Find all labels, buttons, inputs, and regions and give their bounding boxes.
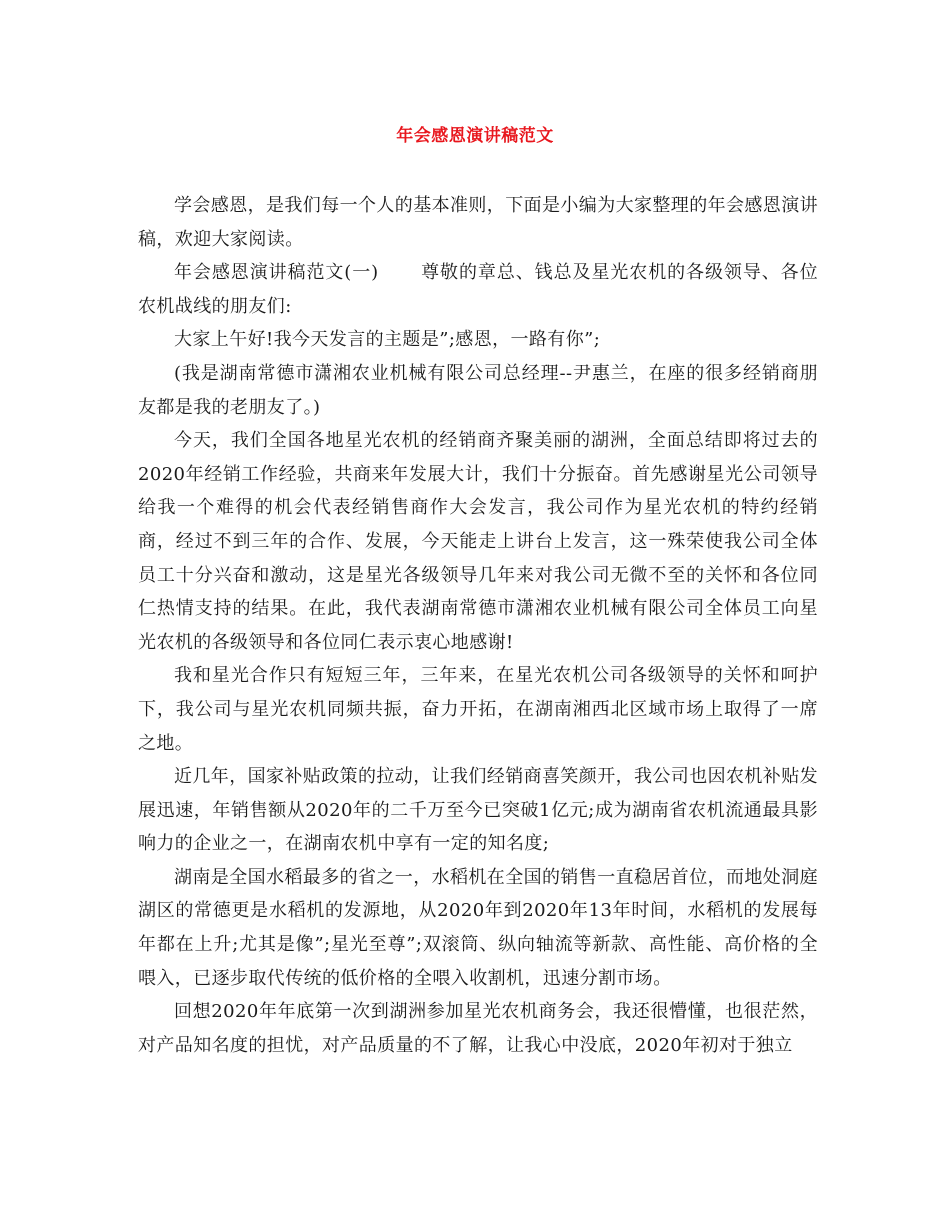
paragraph-section-start [138,256,818,323]
document-body [138,189,818,1062]
section-heading: 年会感恩演讲稿范文(一) [174,262,379,284]
paragraph-market: 湖南是全国水稻最多的省之一，水稻机在全国的销售一直稳居首位，而地处洞庭湖区的常德更是水稻机的发源地，从2020年到2020年13年时间，水稻机的发展每年都在上升;尤其是像”;星光至尊”;双滚筒、纵向轴流等新款、高性能、高价格的全喂入，已逐步取代传统的低价格的全喂入收割机，迅速分割市场。 [138,866,818,989]
paragraph-intro: 学会感恩，是我们每一个人的基本准则，下面是小编为大家整理的年会感恩演讲稿，欢迎大家阅读。 [138,195,818,250]
paragraph-gratitude: 今天，我们全国各地星光农机的经销商齐聚美丽的湖洲，全面总结即将过去的2020年经销工作经验，共商来年发展大计，我们十分振奋。首先感谢星光公司领导给我一个难得的机会代表经销售商作大会发言，我公司作为星光农机的特约经销商，经过不到三年的合作、发展，今天能走上讲台上发言，这一殊荣使我公司全体员工十分兴奋和激动，这是星光各级领导几年来对我公司无微不至的关怀和各位同仁热情支持的结果。在此，我代表湖南常德市潇湘农业机械有限公司全体员工向星光农机的各级领导和各位同仁表示衷心地感谢! [138,430,818,653]
section-opening: 尊敬的章总、钱总及星光农机的各级领导、各位农机战线的朋友们: [138,262,818,317]
paragraph-cooperation: 我和星光合作只有短短三年，三年来，在星光农机公司各级领导的关怀和呵护下，我公司与星光农机同频共振，奋力开拓，在湖南湘西北区域市场上取得了一席之地。 [138,665,818,754]
paragraph-speaker-note: (我是湖南常德市潇湘农业机械有限公司总经理--尹惠兰，在座的很多经销商朋友都是我的老朋友了。) [138,362,818,418]
paragraph-greeting: 大家上午好!我今天发言的主题是”;感恩，一路有你”; [174,329,601,351]
paragraph-recollection: 回想2020年年底第一次到湖洲参加星光农机商务会，我还很懵懂，也很茫然，对产品知名度的担忧，对产品质量的不了解，让我心中没底，2020年初对于独立 [138,1001,818,1056]
paragraph-growth: 近几年，国家补贴政策的拉动，让我们经销商喜笑颜开，我公司也因农机补贴发展迅速，年销售额从2020年的二千万至今已突破1亿元;成为湖南省农机流通最具影响力的企业之一，在湖南农机中享有一定的知名度; [138,766,818,855]
document-title: 年会感恩演讲稿范文 [396,126,554,146]
